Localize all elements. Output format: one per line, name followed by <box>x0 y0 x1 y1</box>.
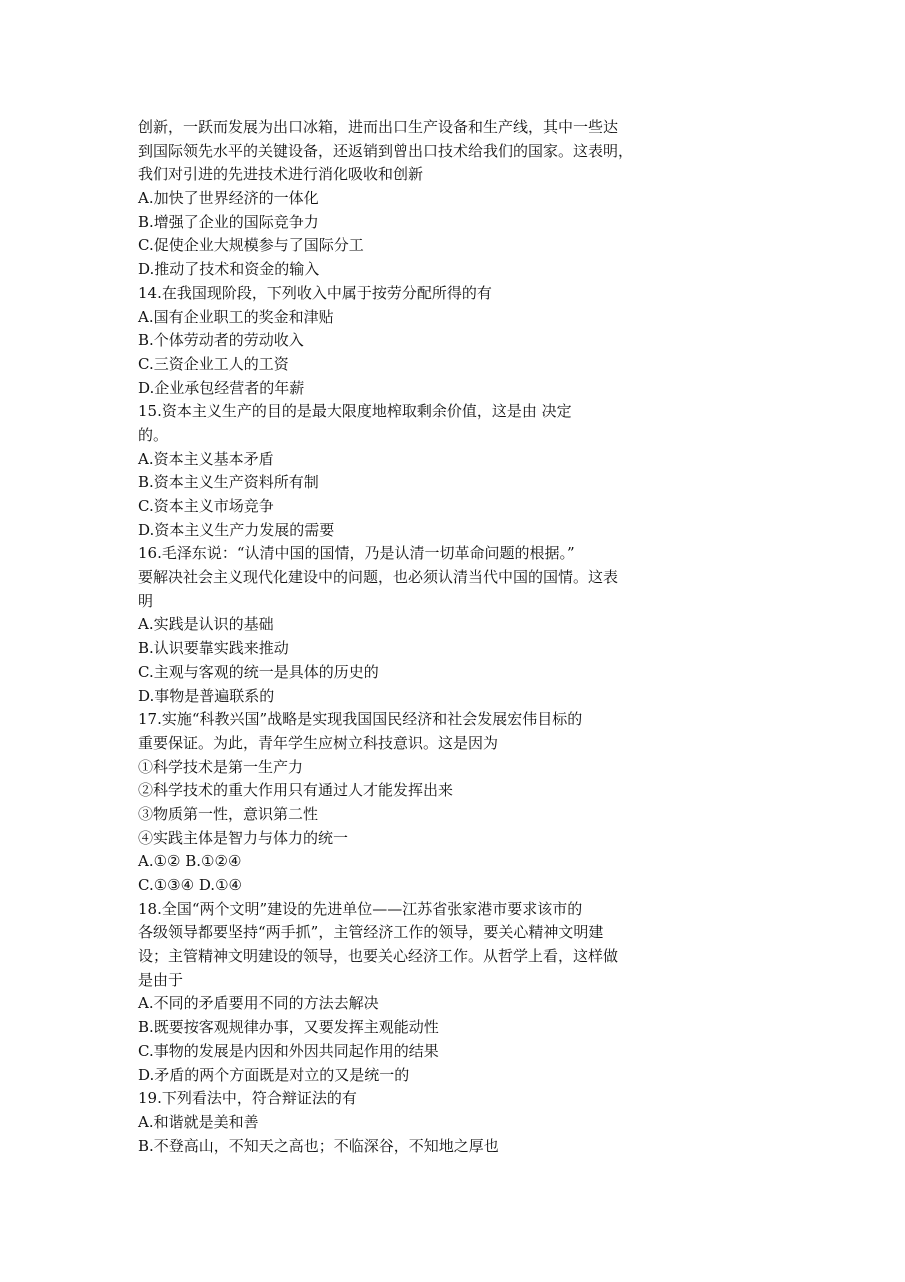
text-line: 我们对引进的先进技术进行消化吸收和创新 <box>138 165 424 184</box>
question-line: 重要保证。为此，青年学生应树立科技意识。这是因为 <box>138 733 499 752</box>
document-page <box>138 116 678 1158</box>
question-line: 是由于 <box>138 970 184 989</box>
option-line: C.事物的发展是内因和外因共同起作用的结果 <box>138 1041 439 1060</box>
statement-line: ①科学技术是第一生产力 <box>138 757 304 776</box>
option-line: C.三资企业工人的工资 <box>138 354 289 373</box>
statement-line: ④实践主体是智力与体力的统一 <box>138 828 349 847</box>
option-line: A.资本主义基本矛盾 <box>138 449 274 468</box>
question-line: 18.全国“两个文明”建设的先进单位——江苏省张家港市要求该市的 <box>138 899 583 918</box>
option-line: A.实践是认识的基础 <box>138 615 274 634</box>
question-line: 明 <box>138 591 154 610</box>
question-line: 设；主管精神文明建设的领导，也要关心经济工作。从哲学上看，这样做 <box>138 947 619 966</box>
option-line: A.①② B.①②④ <box>138 852 242 871</box>
question-line: 17.实施“科教兴国”战略是实现我国国民经济和社会发展宏伟目标的 <box>138 710 583 729</box>
question-line: 19.下列看法中，符合辩证法的有 <box>138 1089 357 1108</box>
option-line: B.认识要靠实践来推动 <box>138 639 289 658</box>
option-line: C.主观与客观的统一是具体的历史的 <box>138 662 379 681</box>
question-line: 14.在我国现阶段，下列收入中属于按劳分配所得的有 <box>138 283 492 302</box>
question-line: 要解决社会主义现代化建设中的问题，也必须认清当代中国的国情。这表 <box>138 568 619 587</box>
text-line: 创新，一跃而发展为出口冰箱，进而出口生产设备和生产线，其中一些达 <box>138 118 619 136</box>
question-line: 15.资本主义生产的目的是最大限度地榨取剩余价值，这是由 决定 <box>138 402 572 421</box>
option-line: A.不同的矛盾要用不同的方法去解决 <box>138 994 379 1013</box>
option-line: A.加快了世界经济的一体化 <box>138 189 319 208</box>
option-line: D.矛盾的两个方面既是对立的又是统一的 <box>138 1065 410 1084</box>
option-line: C.资本主义市场竞争 <box>138 497 274 515</box>
statement-line: ②科学技术的重大作用只有通过人才能发挥出来 <box>138 781 454 800</box>
option-line: D.企业承包经营者的年薪 <box>138 378 305 397</box>
option-line: B.个体劳动者的劳动收入 <box>138 331 304 350</box>
option-line: B.不登高山，不知天之高也；不临深谷，不知地之厚也 <box>138 1136 499 1155</box>
option-line: B.增强了企业的国际竞争力 <box>138 212 319 231</box>
text-line: 到国际领先水平的关键设备，还返销到曾出口技术给我们的国家。这表明， <box>138 141 634 160</box>
option-line: D.事物是普遍联系的 <box>138 686 275 705</box>
option-line: B.既要按客观规律办事，又要发挥主观能动性 <box>138 1018 439 1037</box>
question-line: 各级领导都要坚持“两手抓”，主管经济工作的领导，要关心精神文明建 <box>138 923 604 942</box>
option-line: D.推动了技术和资金的输入 <box>138 260 320 279</box>
option-line: B.资本主义生产资料所有制 <box>138 473 319 492</box>
option-line: D.资本主义生产力发展的需要 <box>138 520 335 539</box>
option-line: C.①③④ D.①④ <box>138 876 242 894</box>
question-line: 16.毛泽东说：“认清中国的国情，乃是认清一切革命问题的根据。” <box>138 544 575 563</box>
option-line: C.促使企业大规模参与了国际分工 <box>138 236 364 255</box>
option-line: A.和谐就是美和善 <box>138 1112 259 1131</box>
question-line: 的。 <box>138 425 169 444</box>
statement-line: ③物质第一性，意识第二性 <box>138 804 319 823</box>
option-line: A.国有企业职工的奖金和津贴 <box>138 307 334 326</box>
